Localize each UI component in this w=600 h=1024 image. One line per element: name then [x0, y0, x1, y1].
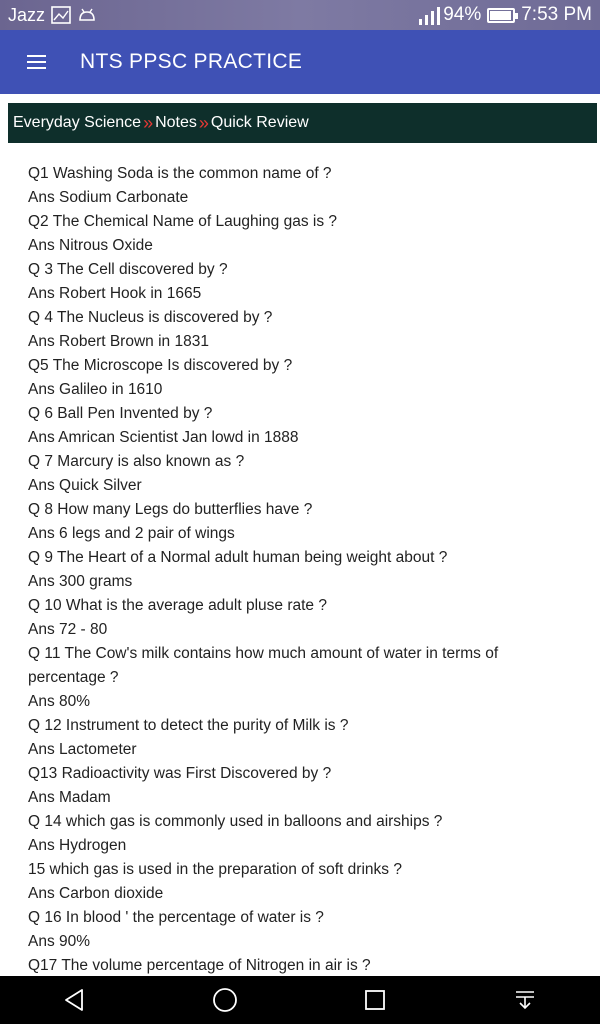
- clock: 7:53 PM: [521, 4, 592, 25]
- status-bar: [0, 0, 600, 30]
- answer-line: Ans Nitrous Oxide: [28, 237, 153, 254]
- answer-line: Ans Lactometer: [28, 741, 137, 758]
- breadcrumb: [8, 103, 597, 143]
- question-line: Q2 The Chemical Name of Laughing gas is ?: [28, 213, 338, 230]
- image-icon: [51, 6, 71, 24]
- question-line: Q 14 which gas is commonly used in balloons and airships ?: [28, 813, 443, 830]
- app-bar: [0, 30, 600, 94]
- question-line: Q 7 Marcury is also known as ?: [28, 453, 245, 470]
- answer-line: Ans Hydrogen: [28, 837, 127, 854]
- answer-line: Ans Amrican Scientist Jan lowd in 1888: [28, 429, 299, 446]
- navigation-bar: [0, 976, 600, 1024]
- answer-line: Ans 90%: [28, 933, 91, 950]
- breadcrumb-quick-review: Quick Review: [210, 114, 309, 131]
- home-icon[interactable]: [195, 976, 255, 1024]
- hamburger-menu-icon[interactable]: [0, 30, 72, 94]
- quick-review-text: [28, 162, 568, 978]
- battery-percent: 94%: [443, 4, 482, 25]
- question-line: Q 4 The Nucleus is discovered by ?: [28, 309, 273, 326]
- answer-line: Ans 6 legs and 2 pair of wings: [28, 525, 235, 542]
- question-line: Q 12 Instrument to detect the purity of Milk is ?: [28, 717, 349, 734]
- question-line: Q17 The volume percentage of Nitrogen in air is ?: [28, 957, 371, 974]
- question-line: Q13 Radioactivity was First Discovered by ?: [28, 765, 332, 782]
- answer-line: Ans Carbon dioxide: [28, 885, 164, 902]
- answer-line: Ans Quick Silver: [28, 477, 142, 494]
- breadcrumb-everyday-science[interactable]: Everyday Science: [13, 114, 142, 131]
- app-title: NTS PPSC PRACTICE: [80, 50, 303, 73]
- signal-icon: [417, 6, 437, 24]
- answer-line: Ans Madam: [28, 789, 111, 806]
- answer-line: Ans 300 grams: [28, 573, 133, 590]
- back-icon[interactable]: [45, 976, 105, 1024]
- answer-line: Ans Galileo in 1610: [28, 381, 163, 398]
- question-line: Q5 The Microscope Is discovered by ?: [28, 357, 293, 374]
- carrier-name: Jazz: [8, 4, 46, 25]
- question-line: Q 11 The Cow's milk contains how much amount of water in terms of percentage ?: [28, 645, 499, 686]
- question-line: Q 16 In blood ' the percentage of water is ?: [28, 909, 324, 926]
- answer-line: Ans 72 - 80: [28, 621, 108, 638]
- question-line: 15 which gas is used in the preparation of soft drinks ?: [28, 861, 402, 878]
- question-line: Q1 Washing Soda is the common name of ?: [28, 165, 332, 182]
- battery-icon: [487, 8, 515, 23]
- breadcrumb-separator-icon: »: [143, 112, 150, 133]
- breadcrumb-separator-icon: »: [198, 112, 205, 133]
- question-line: Q 6 Ball Pen Invented by ?: [28, 405, 213, 422]
- answer-line: Ans Robert Hook in 1665: [28, 285, 202, 302]
- answer-line: Ans Sodium Carbonate: [28, 189, 189, 206]
- notification-pull-icon[interactable]: [495, 976, 555, 1024]
- question-line: Q 10 What is the average adult pluse rate ?: [28, 597, 327, 614]
- breadcrumb-notes[interactable]: Notes: [155, 114, 197, 131]
- answer-line: Ans 80%: [28, 693, 91, 710]
- question-line: Q 8 How many Legs do butterflies have ?: [28, 501, 313, 518]
- question-line: Q 9 The Heart of a Normal adult human being weight about ?: [28, 549, 448, 566]
- answer-line: Ans Robert Brown in 1831: [28, 333, 209, 350]
- recents-icon[interactable]: [345, 976, 405, 1024]
- android-icon: [77, 6, 97, 24]
- question-line: Q 3 The Cell discovered by ?: [28, 261, 228, 278]
